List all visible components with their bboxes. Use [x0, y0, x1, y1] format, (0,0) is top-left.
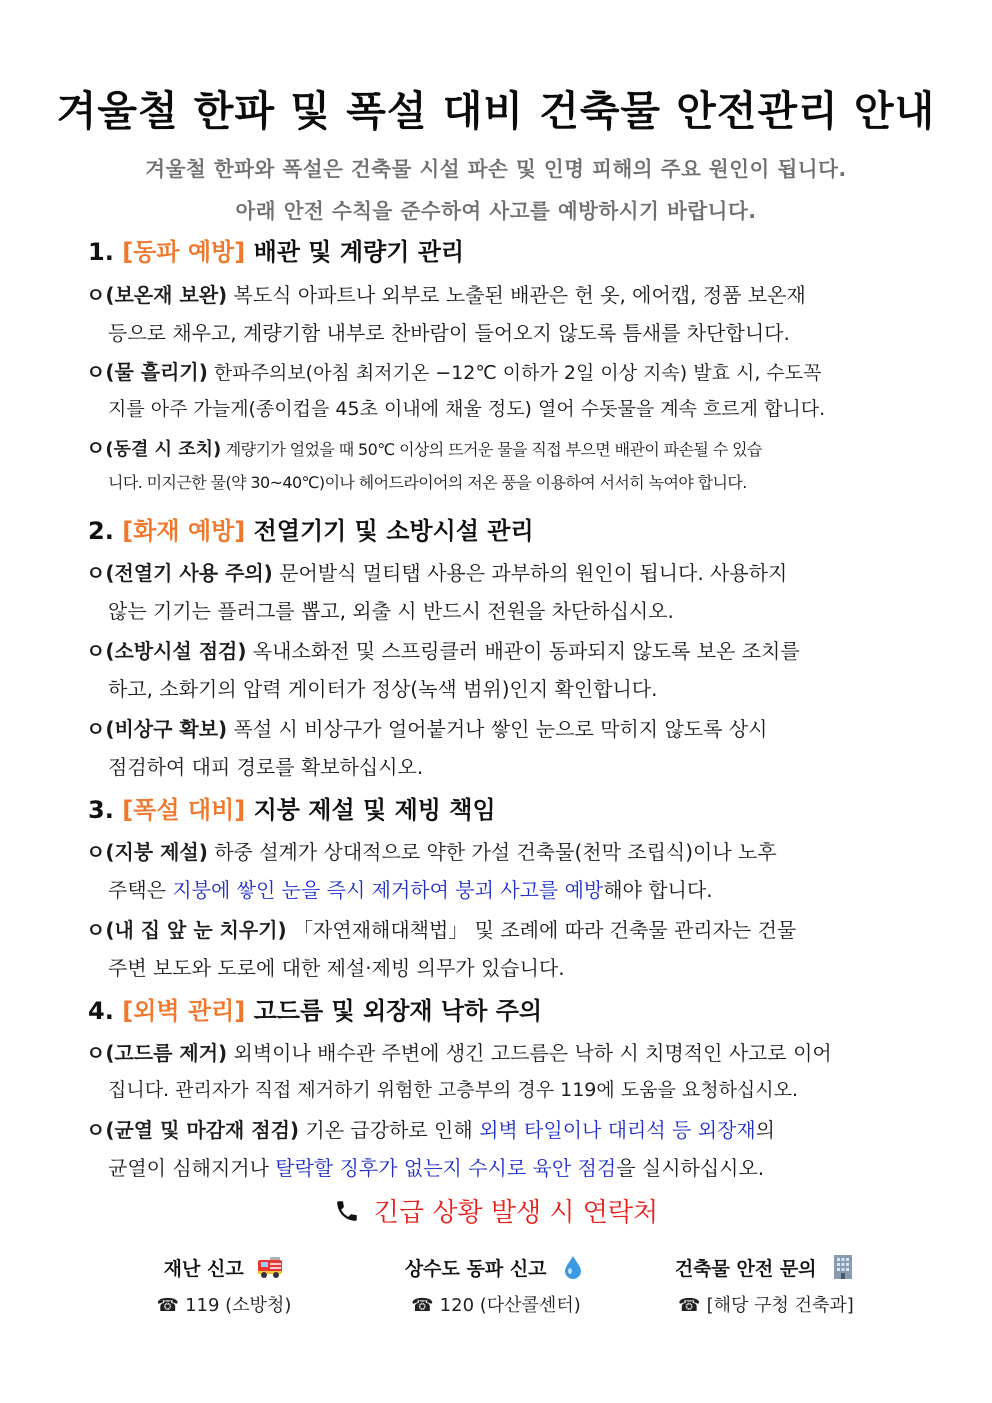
section-number: 4. [88, 997, 114, 1025]
item-text-continued: 집니다. 관리자가 직접 제거하기 위험한 고층부의 경우 119에 도움을 요청하십시오. [108, 1079, 799, 1101]
item-text-part: 주택은 [108, 878, 173, 902]
item-text-continued: 니다. 미지근한 물(약 30~40℃)이나 헤어드라이어의 저온 풍을 이용하여 서서히 녹여야 합니다. [108, 473, 747, 492]
item-text: 문어발식 멀티탭 사용은 과부하의 원인이 됩니다. 사용하지 [272, 561, 788, 585]
section-number: 1. [88, 238, 114, 266]
section-tag: [동파 예방] [122, 238, 246, 266]
item-text: 폭설 시 비상구가 얼어붙거나 쌓인 눈으로 막히지 않도록 상시 [227, 717, 768, 741]
emphasis-text: 지붕에 쌓인 눈을 즉시 제거하여 붕괴 사고를 예방 [172, 878, 604, 902]
bullet-mark: ㅇ [86, 840, 106, 864]
bullet-mark: ㅇ [86, 561, 106, 585]
section-tag: [화재 예방] [122, 517, 246, 545]
item-text-continued [108, 874, 713, 903]
bullet-mark: ㅇ [86, 360, 106, 384]
item-text: 계량기가 얼었을 때 50℃ 이상의 뜨거운 물을 직접 부으면 배관이 파손될 수 있습 [221, 440, 762, 459]
item-key: (물 흘리기) [105, 360, 208, 384]
section-number: 3. [88, 796, 114, 824]
item-text: 하중 설계가 상대적으로 약한 가설 건축물(천막 조립식)이나 노후 [207, 840, 777, 864]
section-heading-2 [88, 511, 534, 546]
section-heading-1 [88, 232, 464, 267]
item-key: (균열 및 마감재 점검) [105, 1118, 300, 1142]
contact-label: 상수도 동파 신고 [404, 1258, 547, 1280]
item-key: (비상구 확보) [105, 717, 228, 741]
contact-number: 120 (다산콜센터) [439, 1295, 581, 1316]
item-text-part: 을 실시하십시오. [616, 1156, 765, 1180]
section-tag: [외벽 관리] [122, 997, 246, 1025]
intro-line-2: 아래 안전 수칙을 준수하여 사고를 예방하시기 바랍니다. [235, 199, 757, 223]
item-text-continued: 등으로 채우고, 계량기함 내부로 찬바람이 들어오지 않도록 틈새를 차단합니다. [108, 321, 790, 345]
item-text-part: 기온 급강하로 인해 [299, 1118, 480, 1142]
bullet-mark: ㅇ [86, 918, 106, 942]
section-title: 전열기기 및 소방시설 관리 [253, 517, 534, 545]
item-text-continued: 점검하여 대피 경로를 확보하십시오. [108, 755, 424, 779]
section-title: 배관 및 계량기 관리 [253, 238, 465, 266]
page-title: 겨울철 한파 및 폭설 대비 건축물 안전관리 안내 [56, 87, 936, 135]
section-title: 지붕 제설 및 제빙 책임 [253, 796, 496, 824]
item-text: 복도식 아파트나 외부로 노출된 배관은 헌 옷, 에어캡, 정품 보온재 [227, 283, 806, 307]
contact-label: 재난 신고 [163, 1258, 244, 1280]
intro-line-1: 겨울철 한파와 폭설은 건축물 시설 파손 및 인명 피해의 주요 원인이 됩니다. [145, 157, 847, 181]
item-text-continued: 않는 기기는 플러그를 뽑고, 외출 시 반드시 전원을 차단하십시오. [108, 599, 674, 623]
contact-label: 건축물 안전 문의 [674, 1258, 817, 1280]
bullet-mark: ㅇ [86, 1118, 106, 1142]
item-text: 「자연재해대책법」 및 조례에 따라 건축물 관리자는 건물 [286, 918, 797, 942]
emphasis-text: 탈락할 징후가 없는지 수시로 육안 점검 [275, 1156, 617, 1180]
item-text: 한파주의보(아침 최저기온 −12℃ 이하가 2일 이상 지속) 발효 시, 수도꼭 [207, 362, 822, 384]
section-tag: [폭설 대비] [122, 796, 246, 824]
bullet-mark: ㅇ [86, 717, 106, 741]
section-heading-4 [88, 991, 542, 1026]
water-drop-icon [559, 1253, 587, 1281]
bullet-mark: ㅇ [86, 1041, 106, 1065]
item-key: (고드름 제거) [105, 1041, 228, 1065]
emphasis-text: 외벽 타일이나 대리석 등 외장재 [479, 1118, 756, 1142]
item-text-part: 해야 합니다. [603, 878, 713, 902]
item-key: (내 집 앞 눈 치우기) [105, 918, 287, 942]
contact-water [346, 1253, 646, 1317]
item-key: (지붕 제설) [105, 840, 208, 864]
telephone-icon: ☎ [411, 1295, 434, 1316]
contact-number: [해당 구청 건축과] [706, 1295, 854, 1316]
telephone-icon: ☎ [156, 1295, 180, 1316]
bullet-mark: ㅇ [86, 436, 106, 460]
phone-icon [334, 1198, 360, 1224]
item-key: (소방시설 점검) [105, 639, 247, 663]
fire-truck-icon [256, 1253, 284, 1281]
item-text-continued [108, 1152, 764, 1181]
bullet-mark: ㅇ [86, 283, 106, 307]
section-heading-3 [88, 790, 496, 825]
item-text-part: 의 [755, 1118, 775, 1142]
section-title: 고드름 및 외장재 낙하 주의 [253, 997, 543, 1025]
emergency-contact-heading [0, 1192, 992, 1229]
item-text-continued: 지를 아주 가늘게(종이컵을 45초 이내에 채울 정도) 열어 수돗물을 계속 흐르게 합니다. [108, 398, 826, 420]
contact-disaster [74, 1253, 374, 1317]
bullet-mark: ㅇ [86, 639, 106, 663]
contact-building [616, 1253, 916, 1317]
item-text: 옥내소화전 및 스프링클러 배관이 동파되지 않도록 보온 조치를 [246, 639, 800, 663]
contact-title: 긴급 상황 발생 시 연락처 [373, 1198, 659, 1228]
item-text-continued: 하고, 소화기의 압력 게이터가 정상(녹색 범위)인지 확인합니다. [108, 677, 658, 701]
contact-number: 119 (소방청) [185, 1295, 292, 1316]
item-text-part: 균열이 심해지거나 [108, 1156, 276, 1180]
item-key: (보온재 보완) [105, 283, 228, 307]
item-key: (전열기 사용 주의) [105, 561, 273, 585]
item-text-continued: 주변 보도와 도로에 대한 제설·제빙 의무가 있습니다. [108, 956, 565, 980]
office-building-icon [829, 1253, 857, 1281]
telephone-icon: ☎ [678, 1295, 701, 1316]
item-text: 외벽이나 배수관 주변에 생긴 고드름은 낙하 시 치명적인 사고로 이어 [227, 1041, 832, 1065]
section-number: 2. [88, 517, 114, 545]
item-key: (동결 시 조치) [105, 439, 222, 460]
